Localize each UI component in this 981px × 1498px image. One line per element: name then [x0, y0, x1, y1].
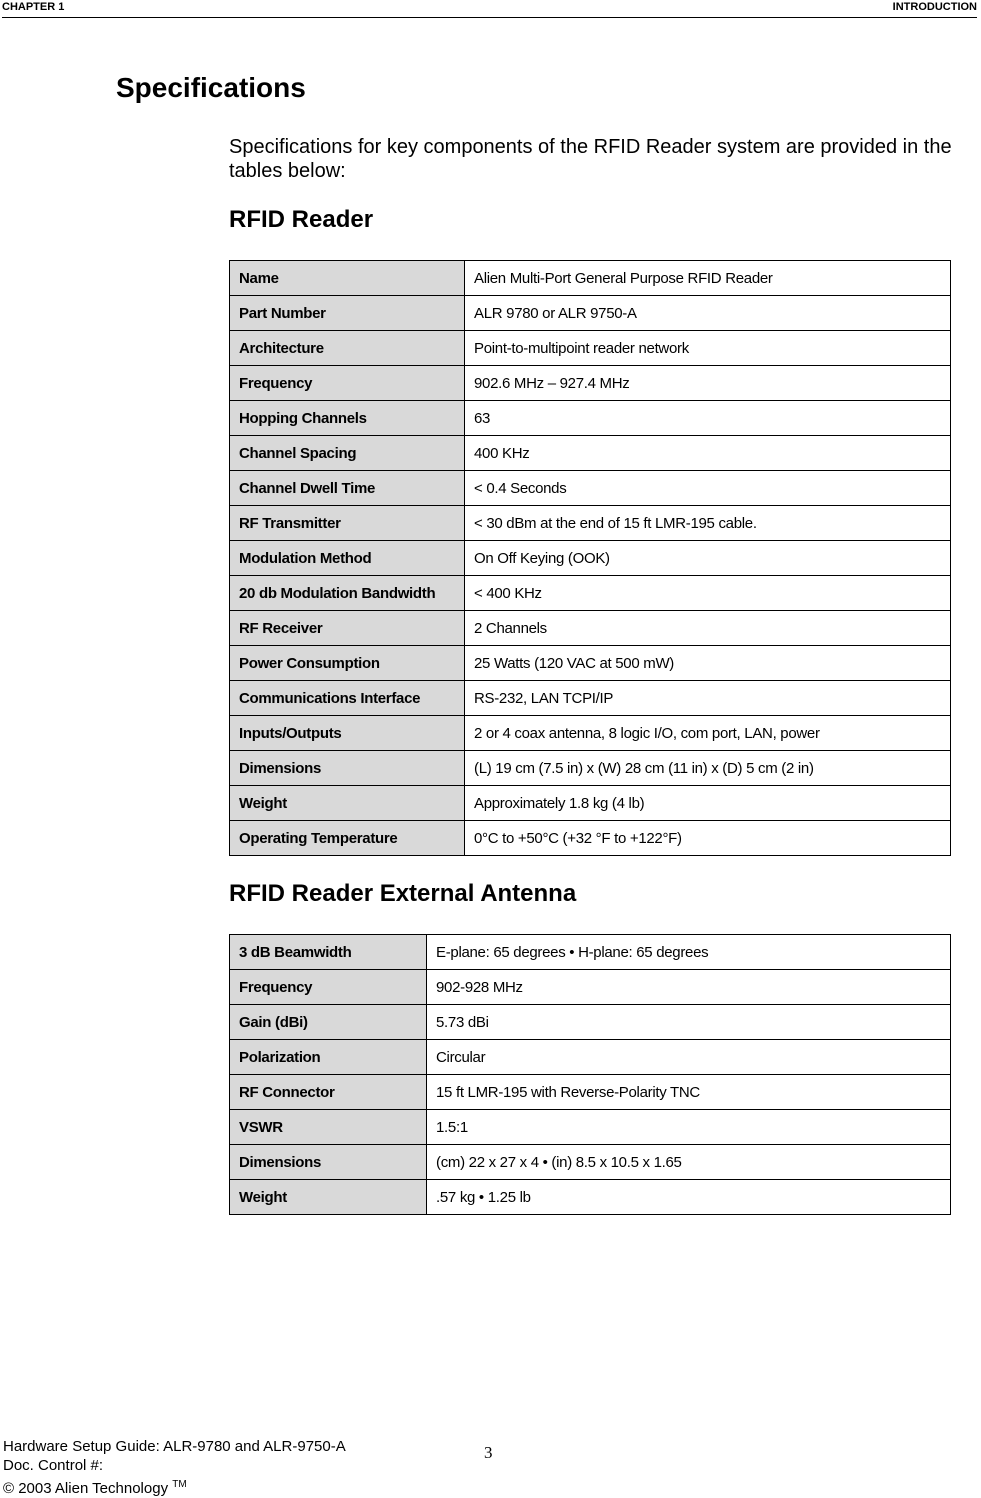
footer-info: [3, 1437, 346, 1498]
reader-spec-row-value: < 400 KHz: [465, 576, 951, 611]
antenna-spec-row-value: 5.73 dBi: [427, 1005, 951, 1040]
reader-spec-row-label: Channel Spacing: [230, 436, 465, 471]
reader-spec-row-value: 2 Channels: [465, 611, 951, 646]
reader-spec-row-value: ALR 9780 or ALR 9750-A: [465, 296, 951, 331]
antenna-spec-row: [230, 1075, 951, 1110]
reader-spec-row: [230, 821, 951, 856]
antenna-spec-table: [229, 934, 951, 1215]
reader-spec-table: [229, 260, 951, 856]
antenna-spec-row-value: 902-928 MHz: [427, 970, 951, 1005]
reader-spec-row-value: < 30 dBm at the end of 15 ft LMR-195 cable.: [465, 506, 951, 541]
page-number: 3: [484, 1443, 493, 1462]
antenna-spec-row: [230, 1110, 951, 1145]
antenna-spec-row-value: .57 kg • 1.25 lb: [427, 1180, 951, 1215]
reader-spec-row-label: Channel Dwell Time: [230, 471, 465, 506]
reader-spec-row: [230, 471, 951, 506]
reader-spec-row-value: On Off Keying (OOK): [465, 541, 951, 576]
antenna-spec-row-label: VSWR: [230, 1110, 427, 1145]
reader-section-title: RFID Reader: [229, 206, 374, 233]
reader-spec-row-value: Point-to-multipoint reader network: [465, 331, 951, 366]
reader-spec-row-label: Power Consumption: [230, 646, 465, 681]
antenna-spec-row-value: Circular: [427, 1040, 951, 1075]
section-label: INTRODUCTION: [892, 1, 977, 13]
antenna-spec-row-label: Weight: [230, 1180, 427, 1215]
reader-spec-row: [230, 261, 951, 296]
reader-spec-row-value: Approximately 1.8 kg (4 lb): [465, 786, 951, 821]
reader-spec-row-value: 25 Watts (120 VAC at 500 mW): [465, 646, 951, 681]
antenna-spec-row: [230, 1145, 951, 1180]
intro-paragraph: Specifications for key components of the RFID Reader system are provided in the tables below:: [229, 136, 952, 182]
footer-doc-control: Doc. Control #:: [3, 1457, 104, 1474]
running-header: [2, 0, 977, 18]
reader-spec-row-label: Modulation Method: [230, 541, 465, 576]
reader-spec-row-value: < 0.4 Seconds: [465, 471, 951, 506]
reader-spec-row: [230, 611, 951, 646]
reader-spec-row-value: (L) 19 cm (7.5 in) x (W) 28 cm (11 in) x (D) 5 cm (2 in): [465, 751, 951, 786]
page-title: Specifications: [116, 72, 306, 103]
reader-spec-row-label: RF Transmitter: [230, 506, 465, 541]
antenna-spec-row-value: 1.5:1: [427, 1110, 951, 1145]
reader-spec-row: [230, 366, 951, 401]
antenna-section-title: RFID Reader External Antenna: [229, 880, 577, 907]
reader-spec-row-label: Frequency: [230, 366, 465, 401]
antenna-spec-row-label: 3 dB Beamwidth: [230, 935, 427, 970]
reader-spec-row: [230, 786, 951, 821]
reader-spec-row-value: 902.6 MHz – 927.4 MHz: [465, 366, 951, 401]
reader-spec-row: [230, 331, 951, 366]
reader-spec-row-value: 2 or 4 coax antenna, 8 logic I/O, com port, LAN, power: [465, 716, 951, 751]
reader-spec-row-label: RF Receiver: [230, 611, 465, 646]
reader-spec-row-value: 400 KHz: [465, 436, 951, 471]
antenna-spec-row-label: RF Connector: [230, 1075, 427, 1110]
reader-spec-row: [230, 541, 951, 576]
antenna-spec-row: [230, 1040, 951, 1075]
reader-spec-row: [230, 506, 951, 541]
antenna-spec-row: [230, 970, 951, 1005]
reader-spec-row-label: Architecture: [230, 331, 465, 366]
antenna-spec-row: [230, 935, 951, 970]
reader-spec-row-label: Communications Interface: [230, 681, 465, 716]
reader-spec-row-label: Hopping Channels: [230, 401, 465, 436]
reader-spec-row: [230, 716, 951, 751]
antenna-spec-row-label: Polarization: [230, 1040, 427, 1075]
reader-spec-row-label: Part Number: [230, 296, 465, 331]
reader-spec-row: [230, 646, 951, 681]
reader-spec-row: [230, 751, 951, 786]
antenna-spec-row-label: Frequency: [230, 970, 427, 1005]
antenna-spec-row-value: (cm) 22 x 27 x 4 • (in) 8.5 x 10.5 x 1.65: [427, 1145, 951, 1180]
footer-copyright-line: [3, 1475, 346, 1498]
chapter-label: CHAPTER 1: [2, 1, 65, 13]
reader-spec-row-label: Weight: [230, 786, 465, 821]
reader-spec-row: [230, 436, 951, 471]
reader-spec-row-label: Inputs/Outputs: [230, 716, 465, 751]
antenna-spec-row-label: Dimensions: [230, 1145, 427, 1180]
reader-spec-row-value: Alien Multi-Port General Purpose RFID Reader: [465, 261, 951, 296]
reader-spec-row-value: 63: [465, 401, 951, 436]
antenna-spec-row-value: 15 ft LMR-195 with Reverse-Polarity TNC: [427, 1075, 951, 1110]
antenna-spec-row-label: Gain (dBi): [230, 1005, 427, 1040]
antenna-spec-row: [230, 1180, 951, 1215]
reader-spec-row-label: Operating Temperature: [230, 821, 465, 856]
reader-spec-row: [230, 401, 951, 436]
reader-spec-row-label: Name: [230, 261, 465, 296]
antenna-spec-row-value: E-plane: 65 degrees • H-plane: 65 degrees: [427, 935, 951, 970]
reader-spec-row-value: RS-232, LAN TCPI/IP: [465, 681, 951, 716]
reader-spec-row: [230, 296, 951, 331]
reader-spec-row: [230, 681, 951, 716]
footer-copyright: © 2003 Alien Technology: [3, 1480, 169, 1497]
reader-spec-row: [230, 576, 951, 611]
reader-spec-row-label: 20 db Modulation Bandwidth: [230, 576, 465, 611]
footer-guide-title: Hardware Setup Guide: ALR-9780 and ALR-9750-A: [3, 1438, 346, 1455]
antenna-spec-row: [230, 1005, 951, 1040]
trademark-symbol: TM: [172, 1479, 187, 1490]
reader-spec-row-label: Dimensions: [230, 751, 465, 786]
reader-spec-row-value: 0°C to +50°C (+32 °F to +122°F): [465, 821, 951, 856]
